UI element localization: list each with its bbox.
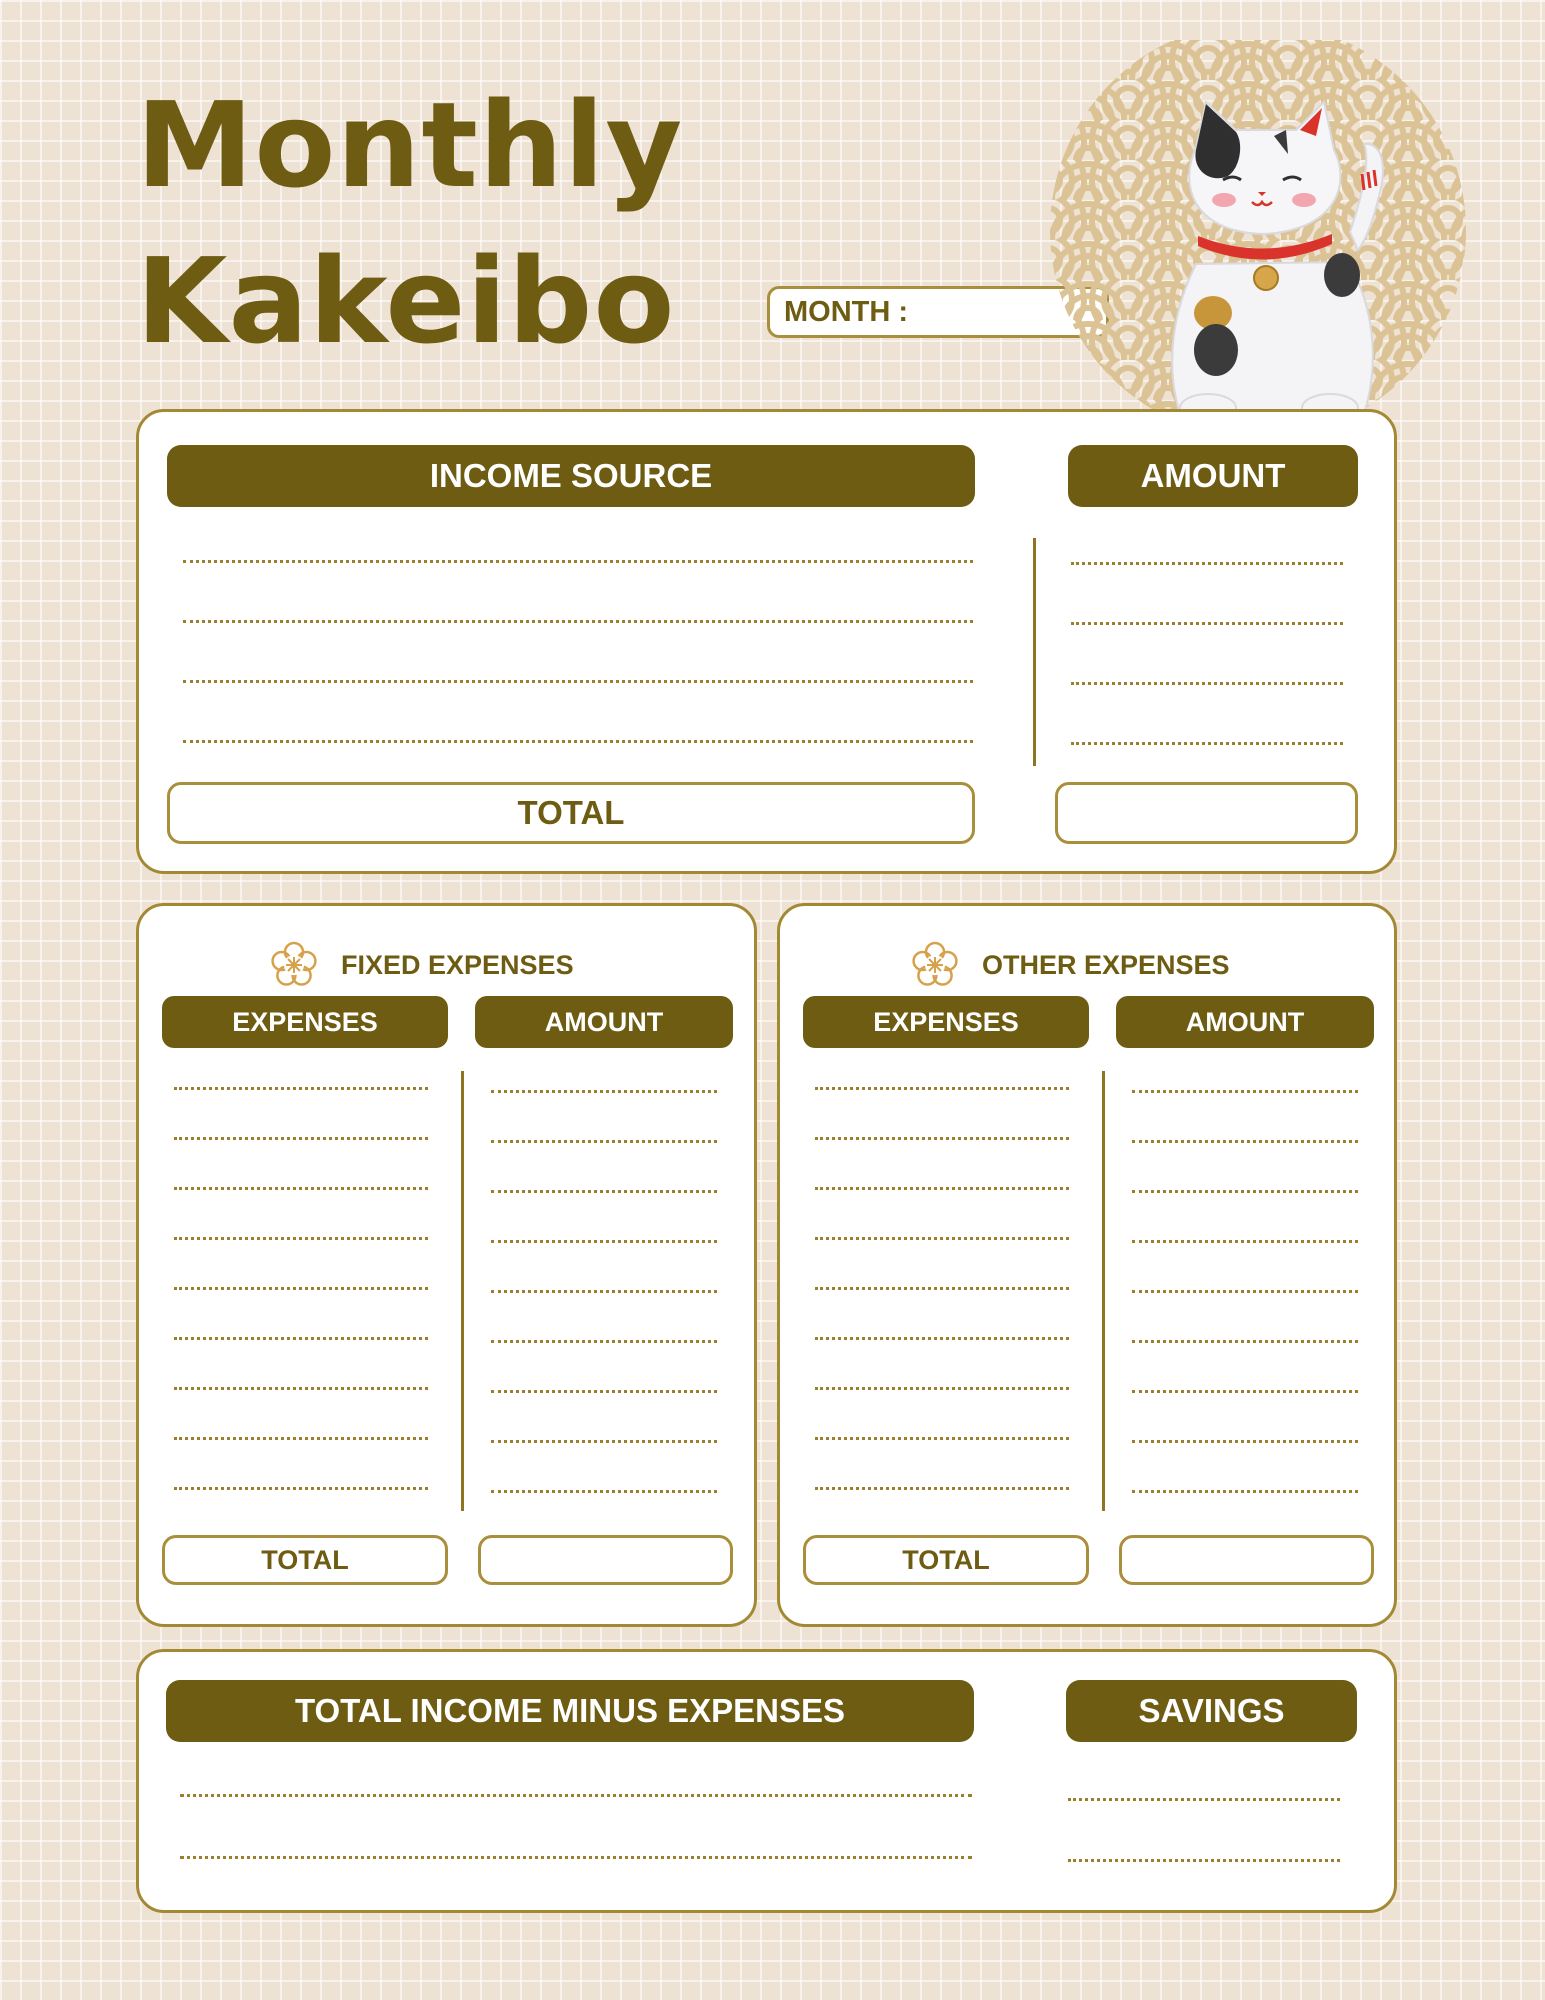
- other-amount-line[interactable]: [1132, 1140, 1358, 1143]
- other-amount-line[interactable]: [1132, 1240, 1358, 1243]
- summary-panel: [136, 1649, 1397, 1913]
- net-income-line[interactable]: [180, 1794, 972, 1797]
- other-expense-line[interactable]: [815, 1387, 1069, 1390]
- savings-line[interactable]: [1068, 1859, 1340, 1862]
- lucky-cat-illustration: [1048, 40, 1468, 420]
- fixed-expense-line[interactable]: [174, 1237, 428, 1240]
- other-expense-line[interactable]: [815, 1487, 1069, 1490]
- net-income-line[interactable]: [180, 1856, 972, 1859]
- income-amount-header: AMOUNT: [1068, 445, 1358, 507]
- income-amount-line[interactable]: [1071, 742, 1343, 745]
- fixed-expense-line[interactable]: [174, 1487, 428, 1490]
- other-amount-line[interactable]: [1132, 1440, 1358, 1443]
- other-expenses-header: EXPENSES: [803, 996, 1089, 1048]
- savings-line[interactable]: [1068, 1798, 1340, 1801]
- fixed-total-label: TOTAL: [162, 1535, 448, 1585]
- other-expense-line[interactable]: [815, 1337, 1069, 1340]
- fixed-amount-line[interactable]: [491, 1190, 717, 1193]
- savings-header: SAVINGS: [1066, 1680, 1357, 1742]
- other-expenses-panel: [777, 903, 1397, 1627]
- income-panel: [136, 409, 1397, 874]
- income-source-line[interactable]: [183, 620, 973, 623]
- other-expenses-title: [910, 940, 1230, 990]
- fixed-expense-line[interactable]: [174, 1137, 428, 1140]
- other-amount-line[interactable]: [1132, 1340, 1358, 1343]
- column-divider: [461, 1071, 464, 1511]
- other-amount-header: AMOUNT: [1116, 996, 1374, 1048]
- plum-blossom-icon: [910, 940, 960, 990]
- fixed-amount-line[interactable]: [491, 1490, 717, 1493]
- other-amount-line[interactable]: [1132, 1490, 1358, 1493]
- column-divider: [1102, 1071, 1105, 1511]
- net-income-header: TOTAL INCOME MINUS EXPENSES: [166, 1680, 974, 1742]
- other-amount-line[interactable]: [1132, 1190, 1358, 1193]
- income-total-field[interactable]: [1055, 782, 1358, 844]
- fixed-expenses-header: EXPENSES: [162, 996, 448, 1048]
- title-line-2: Kakeibo: [136, 232, 676, 370]
- fixed-expense-line[interactable]: [174, 1387, 428, 1390]
- other-amount-line[interactable]: [1132, 1090, 1358, 1093]
- other-expense-line[interactable]: [815, 1437, 1069, 1440]
- income-source-line[interactable]: [183, 560, 973, 563]
- fixed-amount-line[interactable]: [491, 1340, 717, 1343]
- fixed-amount-line[interactable]: [491, 1140, 717, 1143]
- other-expense-line[interactable]: [815, 1287, 1069, 1290]
- fixed-total-field[interactable]: [478, 1535, 733, 1585]
- income-source-header: INCOME SOURCE: [167, 445, 975, 507]
- other-amount-line[interactable]: [1132, 1390, 1358, 1393]
- other-total-label: TOTAL: [803, 1535, 1089, 1585]
- other-expense-line[interactable]: [815, 1137, 1069, 1140]
- fixed-expenses-panel: [136, 903, 757, 1627]
- fixed-amount-line[interactable]: [491, 1440, 717, 1443]
- fixed-expense-line[interactable]: [174, 1087, 428, 1090]
- fixed-expense-line[interactable]: [174, 1337, 428, 1340]
- column-divider: [1033, 538, 1036, 766]
- title-line-1: Monthly: [136, 76, 684, 214]
- other-expense-line[interactable]: [815, 1187, 1069, 1190]
- other-total-field[interactable]: [1119, 1535, 1374, 1585]
- other-amount-line[interactable]: [1132, 1290, 1358, 1293]
- fixed-expense-line[interactable]: [174, 1187, 428, 1190]
- plum-blossom-icon: [269, 940, 319, 990]
- other-expenses-title-text: OTHER EXPENSES: [982, 949, 1230, 980]
- fixed-expense-line[interactable]: [174, 1287, 428, 1290]
- fixed-amount-line[interactable]: [491, 1240, 717, 1243]
- fixed-amount-line[interactable]: [491, 1090, 717, 1093]
- income-source-line[interactable]: [183, 680, 973, 683]
- fixed-expenses-title-text: FIXED EXPENSES: [341, 949, 574, 980]
- income-total-label: TOTAL: [167, 782, 975, 844]
- other-expense-line[interactable]: [815, 1237, 1069, 1240]
- fixed-amount-line[interactable]: [491, 1390, 717, 1393]
- fixed-amount-line[interactable]: [491, 1290, 717, 1293]
- month-label: MONTH :: [784, 295, 909, 328]
- lucky-cat-icon: [1048, 40, 1468, 420]
- other-expense-line[interactable]: [815, 1087, 1069, 1090]
- fixed-expense-line[interactable]: [174, 1437, 428, 1440]
- fixed-amount-header: AMOUNT: [475, 996, 733, 1048]
- income-source-line[interactable]: [183, 740, 973, 743]
- income-amount-line[interactable]: [1071, 622, 1343, 625]
- fixed-expenses-title: [269, 940, 574, 990]
- income-amount-line[interactable]: [1071, 682, 1343, 685]
- income-amount-line[interactable]: [1071, 562, 1343, 565]
